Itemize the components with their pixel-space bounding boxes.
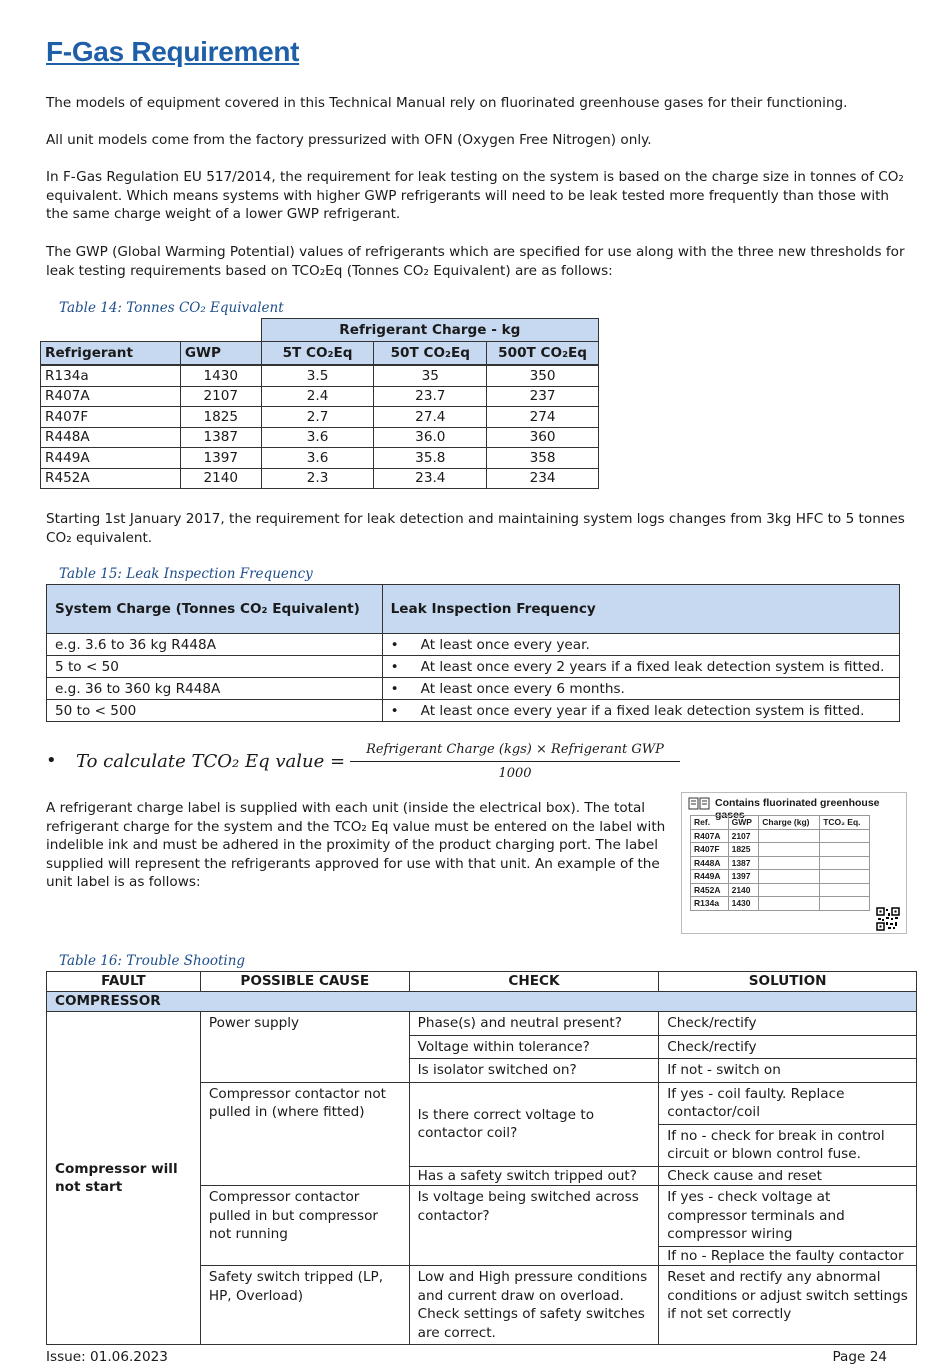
table-row bbox=[47, 656, 900, 678]
check-cell: Phase(s) and neutral present? bbox=[409, 1012, 659, 1036]
paragraph-intro: The models of equipment covered in this Technical Manual rely on fluorinated greenhouse gases for their functioning. bbox=[46, 95, 848, 111]
cell: At least once every year. bbox=[420, 636, 590, 653]
table16-caption: Table 16: Trouble Shooting bbox=[59, 953, 246, 969]
table-row bbox=[691, 829, 870, 843]
bullet-icon: • bbox=[390, 680, 399, 697]
cell: At least once every year if a fixed leak detection system is fitted. bbox=[420, 702, 865, 719]
fault-compressor-will-not-start: Compressor will not start bbox=[47, 1012, 201, 1345]
label-title: Contains fluorinated greenhouse gases bbox=[715, 797, 880, 821]
solution-cell: Reset and rectify any abnormal conditions or adjust switch settings if not set correctly bbox=[659, 1266, 917, 1345]
table-row bbox=[691, 856, 870, 870]
col-frequency: Leak Inspection Frequency bbox=[382, 585, 899, 634]
solution-cell: Check/rectify bbox=[659, 1035, 917, 1059]
formula-denominator: 1000 bbox=[498, 766, 532, 781]
table-row bbox=[41, 448, 599, 469]
cell: 274 bbox=[487, 407, 599, 428]
solution-cell: If yes - check voltage at compressor terminals and compressor wiring bbox=[659, 1186, 917, 1247]
label-col-gwp: GWP bbox=[728, 816, 759, 830]
table-row bbox=[691, 870, 870, 884]
check-cell: Is isolator switched on? bbox=[409, 1059, 659, 1083]
table-row bbox=[691, 897, 870, 911]
col-fault: FAULT bbox=[47, 972, 201, 992]
cell: 1397 bbox=[728, 870, 759, 884]
cell: 3.6 bbox=[261, 427, 374, 448]
cell: e.g. 3.6 to 36 kg R448A bbox=[47, 634, 383, 656]
cell: R448A bbox=[41, 427, 181, 448]
label-col-tco2: TCO₂ Eq. bbox=[820, 816, 870, 830]
check-cell: Has a safety switch tripped out? bbox=[409, 1166, 659, 1186]
cause-cell: Compressor contactor pulled in but compressor not running bbox=[200, 1186, 409, 1266]
formula-lhs: To calculate TCO₂ Eq value = bbox=[76, 751, 346, 772]
cell: 350 bbox=[487, 365, 599, 386]
cell: R449A bbox=[41, 448, 181, 469]
table-row bbox=[47, 634, 900, 656]
cell: 1825 bbox=[728, 843, 759, 857]
bullet-icon: • bbox=[390, 658, 399, 675]
cell: 23.4 bbox=[374, 468, 487, 489]
table-row bbox=[41, 386, 599, 407]
cell: 1430 bbox=[180, 365, 261, 386]
cell: R452A bbox=[41, 468, 181, 489]
trouble-shooting-table bbox=[46, 971, 917, 1345]
cell: 3.6 bbox=[261, 448, 374, 469]
cause-cell: Safety switch tripped (LP, HP, Overload) bbox=[200, 1266, 409, 1345]
col-refrigerant: Refrigerant bbox=[41, 342, 181, 366]
tonnes-co2-table bbox=[40, 318, 599, 489]
check-cell: Is there correct voltage to contactor coil? bbox=[409, 1082, 659, 1166]
leak-inspection-table bbox=[46, 584, 900, 722]
cell: 2107 bbox=[180, 386, 261, 407]
table-row bbox=[47, 700, 900, 722]
cell: 1397 bbox=[180, 448, 261, 469]
col-gwp: GWP bbox=[180, 342, 261, 366]
cell: 50 to < 500 bbox=[47, 700, 383, 722]
section-compressor: COMPRESSOR bbox=[47, 992, 917, 1012]
qr-code-icon bbox=[876, 907, 900, 931]
label-col-charge: Charge (kg) bbox=[759, 816, 820, 830]
cell: 23.7 bbox=[374, 386, 487, 407]
cell: R407A bbox=[691, 829, 729, 843]
cause-cell: Power supply bbox=[200, 1012, 409, 1083]
table-row bbox=[691, 843, 870, 857]
bullet-icon: • bbox=[390, 636, 399, 653]
formula-numerator: Refrigerant Charge (kgs) × Refrigerant GWP bbox=[350, 742, 680, 762]
table-row bbox=[41, 365, 599, 386]
bullet-icon: • bbox=[390, 702, 399, 719]
solution-cell: If yes - coil faulty. Replace contactor/coil bbox=[659, 1082, 917, 1124]
formula-fraction bbox=[350, 742, 680, 781]
book-icon bbox=[688, 797, 710, 810]
cell: 1430 bbox=[728, 897, 759, 911]
cell: R134a bbox=[691, 897, 729, 911]
paragraph-2017: Starting 1st January 2017, the requirement for leak detection and maintaining system logs changes from 3kg HFC to 5 tonnes CO₂ equivalent. bbox=[46, 511, 905, 546]
cell: 2.3 bbox=[261, 468, 374, 489]
paragraph-gwp: The GWP (Global Warming Potential) values of refrigerants which are specified for use along with the three new thresholds for leak testing requirements based on TCO₂Eq (Tonnes CO₂ Equivalent) are as follows: bbox=[46, 244, 905, 279]
cell: 2.7 bbox=[261, 407, 374, 428]
col-50t: 50T CO₂Eq bbox=[374, 342, 487, 366]
solution-cell: If not - switch on bbox=[659, 1059, 917, 1083]
table-row bbox=[47, 1012, 917, 1036]
page-title: F-Gas Requirement bbox=[46, 36, 300, 67]
solution-cell: Check/rectify bbox=[659, 1012, 917, 1036]
cell: R134a bbox=[41, 365, 181, 386]
cell: 3.5 bbox=[261, 365, 374, 386]
cell: 36.0 bbox=[374, 427, 487, 448]
cell: 1825 bbox=[180, 407, 261, 428]
paragraph-label: A refrigerant charge label is supplied with each unit (inside the electrical box). The total refrigerant charge for the system and the TCO₂ Eq value must be entered on the label with indelible ink and must be adhered in the proximity of the product charging port. The label supplied will represent the refrigerants approved for use with that unit. An example of the unit label is as follows: bbox=[46, 800, 666, 890]
cell: e.g. 36 to 360 kg R448A bbox=[47, 678, 383, 700]
col-5t: 5T CO₂Eq bbox=[261, 342, 374, 366]
paragraph-ofn: All unit models come from the factory pressurized with OFN (Oxygen Free Nitrogen) only. bbox=[46, 132, 652, 148]
cell: 1387 bbox=[180, 427, 261, 448]
solution-cell: Check cause and reset bbox=[659, 1166, 917, 1186]
cell: 35.8 bbox=[374, 448, 487, 469]
paragraph-regulation: In F-Gas Regulation EU 517/2014, the requirement for leak testing on the system is based on the charge size in tonnes of CO₂ equivalent. Which means systems with higher GWP refrigerants will need to be leak tested more frequently than those with the same charge weight of a lower GWP refrigerant. bbox=[46, 169, 904, 222]
col-solution: SOLUTION bbox=[659, 972, 917, 992]
table14-caption: Table 14: Tonnes CO₂ Equivalent bbox=[59, 300, 284, 316]
col-check: CHECK bbox=[409, 972, 659, 992]
cell: 2140 bbox=[180, 468, 261, 489]
cell: At least once every 2 years if a fixed leak detection system is fitted. bbox=[420, 658, 885, 675]
label-col-ref: Ref. bbox=[691, 816, 729, 830]
cell: R407F bbox=[41, 407, 181, 428]
col-500t: 500T CO₂Eq bbox=[487, 342, 599, 366]
solution-cell: If no - check for break in control circuit or blown control fuse. bbox=[659, 1124, 917, 1166]
cell: 360 bbox=[487, 427, 599, 448]
cell: 358 bbox=[487, 448, 599, 469]
cell: R448A bbox=[691, 856, 729, 870]
table-row bbox=[47, 678, 900, 700]
issue-date: Issue: 01.06.2023 bbox=[46, 1349, 168, 1365]
page-number: Page 24 bbox=[832, 1349, 887, 1365]
cell: At least once every 6 months. bbox=[420, 680, 625, 697]
table-row bbox=[41, 427, 599, 448]
cell: 2.4 bbox=[261, 386, 374, 407]
check-cell: Is voltage being switched across contactor? bbox=[409, 1186, 659, 1266]
cell: R407F bbox=[691, 843, 729, 857]
cell: 2107 bbox=[728, 829, 759, 843]
table15-caption: Table 15: Leak Inspection Frequency bbox=[59, 566, 313, 582]
cell: R407A bbox=[41, 386, 181, 407]
table-row bbox=[691, 883, 870, 897]
col-possible-cause: POSSIBLE CAUSE bbox=[200, 972, 409, 992]
cell: 35 bbox=[374, 365, 487, 386]
cell: R449A bbox=[691, 870, 729, 884]
cell: 5 to < 50 bbox=[47, 656, 383, 678]
table-row bbox=[41, 407, 599, 428]
solution-cell: If no - Replace the faulty contactor bbox=[659, 1246, 917, 1266]
check-cell: Low and High pressure conditions and current draw on overload. Check settings of safety switches are correct. bbox=[409, 1266, 659, 1345]
unit-label-example bbox=[681, 792, 907, 934]
cell: 27.4 bbox=[374, 407, 487, 428]
table-row bbox=[41, 468, 599, 489]
refrigerant-charge-header: Refrigerant Charge - kg bbox=[261, 319, 598, 342]
bullet-icon: • bbox=[46, 750, 57, 771]
cell: 237 bbox=[487, 386, 599, 407]
tco2-formula bbox=[46, 742, 696, 786]
cell: 234 bbox=[487, 468, 599, 489]
cause-cell: Compressor contactor not pulled in (where fitted) bbox=[200, 1082, 409, 1186]
cell: R452A bbox=[691, 883, 729, 897]
cell: 2140 bbox=[728, 883, 759, 897]
check-cell: Voltage within tolerance? bbox=[409, 1035, 659, 1059]
col-system-charge: System Charge (Tonnes CO₂ Equivalent) bbox=[47, 585, 383, 634]
cell: 1387 bbox=[728, 856, 759, 870]
label-table bbox=[690, 815, 870, 911]
